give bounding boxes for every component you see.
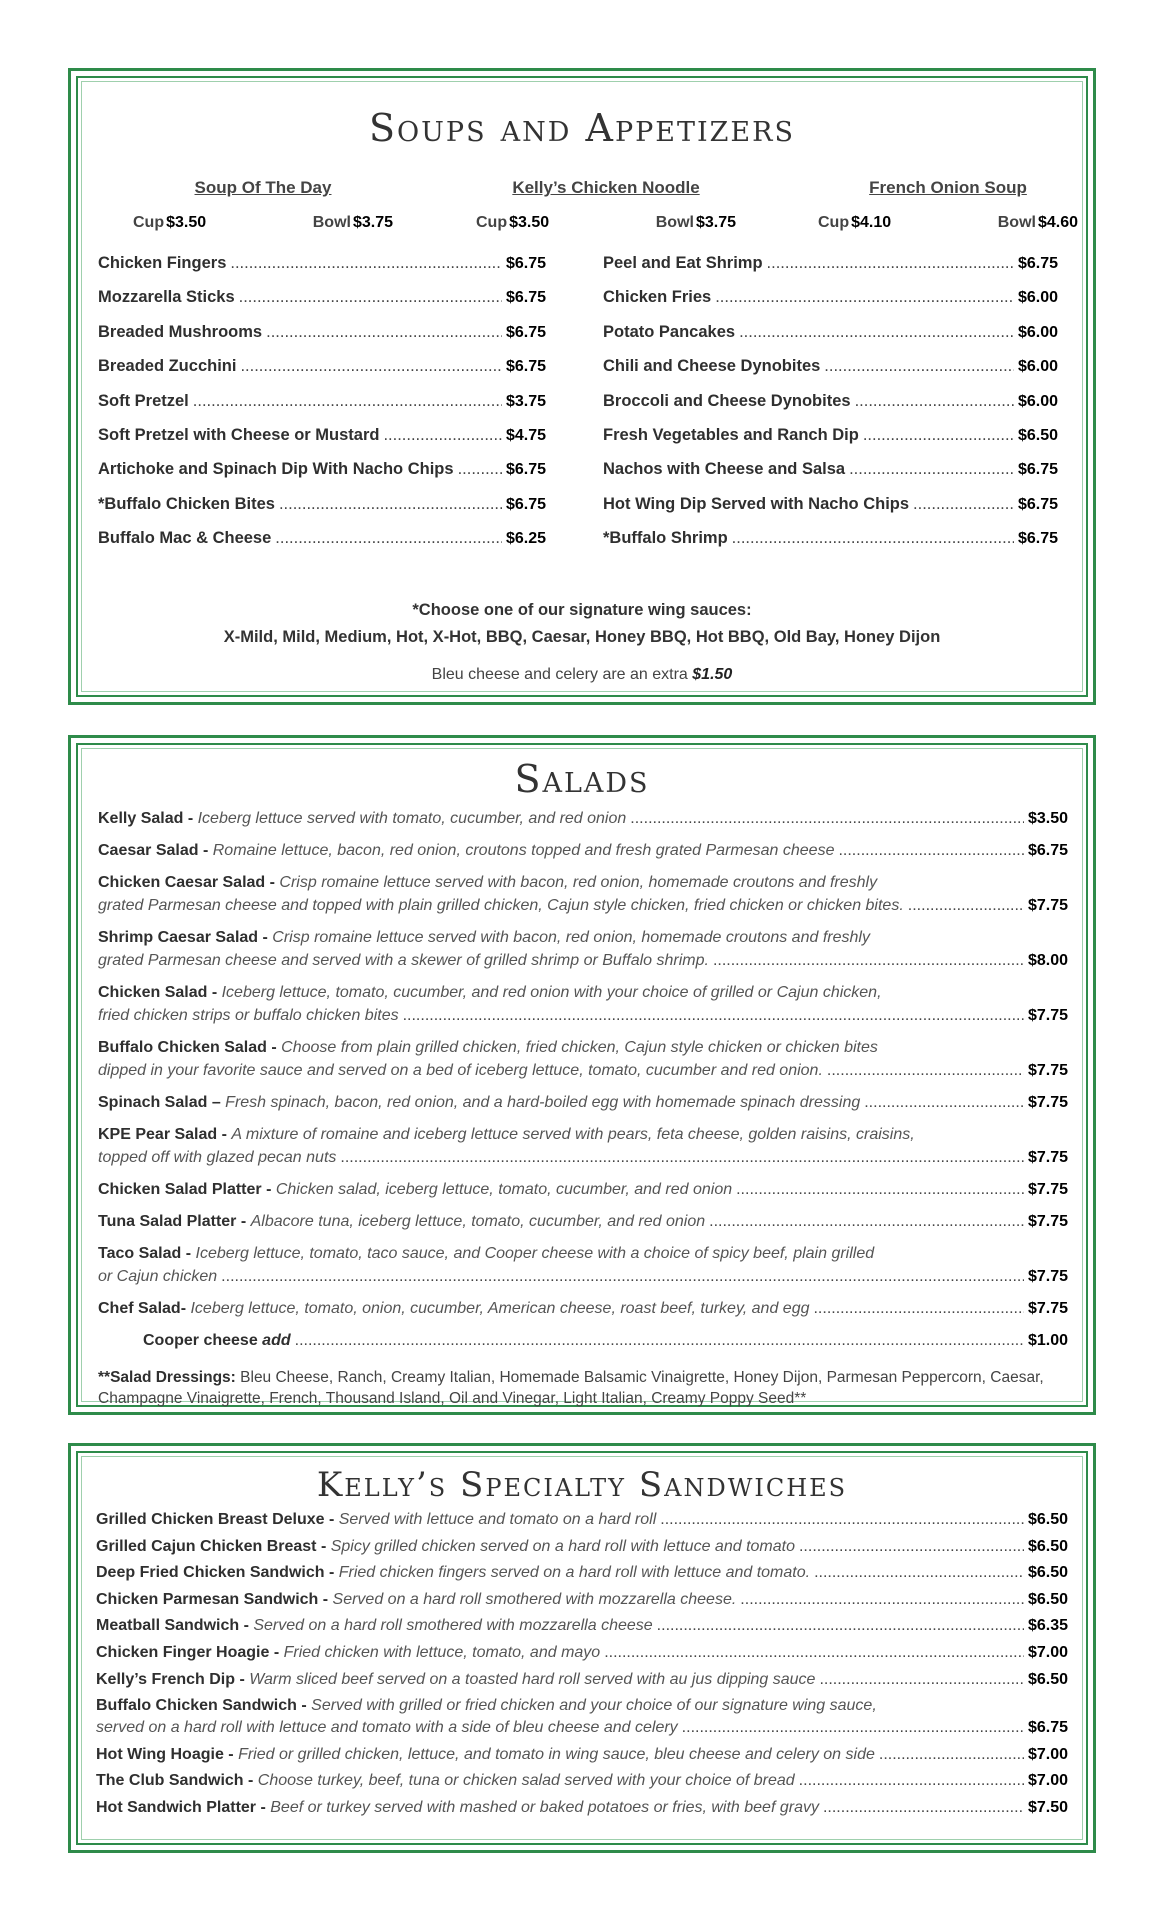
sandwiches-list (96, 1509, 1068, 1824)
item-description: grated Parmesan cheese and topped with plain grilled chicken, Cajun style chicken, fried chicken or chicken bites. (98, 897, 904, 914)
item-separator: - (261, 1181, 276, 1198)
bowl-price: $4.60 (1037, 214, 1078, 231)
salad-item (98, 1036, 1068, 1082)
item-price: $7.00 (1027, 1643, 1068, 1661)
leader-dots (827, 1059, 1024, 1082)
menu-item (603, 392, 1058, 426)
leader-dots (295, 1329, 1024, 1352)
leader-dots (239, 288, 502, 307)
item-price: $6.75 (1017, 461, 1058, 479)
item-price: $7.75 (1027, 1094, 1068, 1111)
leader-dots (630, 807, 1024, 830)
leader-dots (221, 1265, 1024, 1288)
leader-dots (275, 529, 502, 548)
soup-prices (476, 214, 736, 232)
item-description: Warm sliced beef served on a toasted hard roll served with au jus dipping sauce (249, 1670, 816, 1688)
item-price: $6.75 (505, 495, 546, 513)
leader-dots (819, 1669, 1024, 1691)
item-description: Fresh spinach, bacon, red onion, and a hard-boiled egg with homemade spinach dressing (225, 1094, 861, 1111)
leader-dots (657, 1615, 1024, 1637)
sandwich-item: Deep Fried Chicken Sandwich - Fried chicken fingers served on a hard roll with lettuce and tomato. ..... $6.50 (96, 1562, 1068, 1584)
item-name: Chili and Cheese Dynobites (603, 357, 821, 376)
addon-label: Cooper cheese (143, 1332, 258, 1349)
leader-dots (814, 1562, 1024, 1584)
leader-dots (913, 495, 1014, 514)
item-separator: - (217, 1126, 232, 1143)
item-name: Chicken Parmesan Sandwich (96, 1590, 319, 1608)
item-price: $6.50 (1027, 1511, 1068, 1528)
leader-dots (279, 495, 502, 514)
extra-note (78, 666, 1086, 684)
item-price: $6.50 (1027, 1537, 1068, 1555)
item-description: Iceberg lettuce served with tomato, cucumber, and red onion (197, 810, 627, 827)
item-price: $6.75 (1017, 530, 1058, 548)
item-price: $6.50 (1027, 1670, 1068, 1688)
sauce-list: X-Mild, Mild, Medium, Hot, X-Hot, BBQ, Caesar, Honey BBQ, Hot BBQ, Old Bay, Honey Dijon (223, 628, 941, 646)
leader-dots (604, 1642, 1024, 1664)
menu-item (603, 495, 1058, 529)
leader-dots (824, 357, 1014, 376)
leader-dots (682, 1717, 1024, 1739)
salad-item (98, 871, 1068, 917)
menu-item (98, 392, 546, 426)
salads-title: Salads (514, 757, 650, 801)
soup-item (476, 178, 736, 232)
item-description: Iceberg lettuce, tomato, onion, cucumber, American cheese, roast beef, turkey, and egg (190, 1300, 810, 1317)
item-name: KPE Pear Salad (98, 1126, 218, 1143)
item-description: Chicken salad, iceberg lettuce, tomato, cucumber, and red onion (275, 1181, 733, 1198)
item-name: Artichoke and Spinach Dip With Nacho Chips (98, 460, 454, 479)
menu-item (603, 323, 1058, 357)
dressings-text: Bleu Cheese, Ranch, Creamy Italian, Homemade Balsamic Vinaigrette, Honey Dijon, Parmesan Peppercorn, Caesar, Champagne Vinaigrette, French, Thousand Island, Oil and Vinegar, Light Italian, Creamy Poppy Seed** (98, 1369, 1044, 1407)
soup-item (133, 178, 393, 232)
soup-item (818, 178, 1078, 232)
bowl-label: Bowl (312, 214, 351, 231)
item-name: Soft Pretzel with Cheese or Mustard (98, 425, 380, 444)
item-name: Buffalo Chicken Salad (98, 1039, 267, 1056)
item-name: Tuna Salad Platter (98, 1213, 237, 1230)
item-name: *Buffalo Chicken Bites (98, 494, 275, 513)
sandwich-item: Grilled Cajun Chicken Breast - Spicy grilled chicken served on a hard roll with lettuce and tomato ..... $6.50 (96, 1536, 1068, 1558)
menu-item (603, 460, 1058, 494)
salad-item (98, 926, 1068, 972)
dressings-label: **Salad Dressings: (98, 1369, 236, 1386)
item-price: $7.75 (1027, 1149, 1068, 1166)
salad-item (98, 807, 1068, 830)
appetizers-right-column (603, 254, 1058, 564)
item-price: $6.00 (1017, 392, 1058, 410)
leader-dots (713, 949, 1024, 972)
salads-frame (76, 743, 1088, 1407)
leader-dots (403, 1004, 1024, 1027)
menu-item (603, 426, 1058, 460)
item-description: served on a hard roll with lettuce and tomato with a side of bleu cheese and celery (96, 1719, 678, 1737)
leader-dots (458, 460, 502, 479)
leader-dots (799, 1770, 1024, 1792)
leader-dots (739, 323, 1014, 342)
cup-price: $3.50 (509, 214, 550, 231)
bowl-label: Bowl (655, 214, 694, 231)
salad-item (98, 1297, 1068, 1320)
item-price: $7.75 (1027, 1062, 1068, 1079)
item-description-line1: Served with grilled or fried chicken and your choice of our signature wing sauce, (311, 1697, 877, 1715)
salads-list (98, 807, 1068, 1361)
leader-dots (340, 1146, 1024, 1169)
item-separator: - (207, 984, 222, 1001)
cooper-cheese-addon (98, 1329, 1068, 1352)
bowl-label: Bowl (997, 214, 1036, 231)
item-price: $6.00 (1017, 289, 1058, 307)
item-name: Grilled Chicken Breast Deluxe (96, 1511, 325, 1528)
menu-item (603, 357, 1058, 391)
salad-dressings (98, 1367, 1068, 1409)
sandwich-item: Hot Sandwich Platter - Beef or turkey served with mashed or baked potatoes or fries, with beef gravy ..... $7.50 (96, 1797, 1068, 1819)
item-separator: - (198, 842, 213, 859)
leader-dots (823, 1797, 1024, 1819)
salad-item (98, 1210, 1068, 1233)
item-name: Nachos with Cheese and Salsa (603, 460, 846, 479)
item-price: $6.00 (1017, 358, 1058, 376)
leader-dots (813, 1297, 1023, 1320)
sandwich-item: The Club Sandwich - Choose turkey, beef, tuna or chicken salad served with your choice of bread ..... $7.00 (96, 1770, 1068, 1792)
item-name: Mozzarella Sticks (98, 288, 235, 307)
item-name: Breaded Mushrooms (98, 322, 263, 341)
item-price: $6.50 (1017, 426, 1058, 444)
item-description: Choose turkey, beef, tuna or chicken salad served with your choice of bread (257, 1772, 795, 1790)
leader-dots (709, 1210, 1024, 1233)
item-separator: - (258, 929, 273, 946)
item-description: Served on a hard roll smothered with mozzarella cheese. (332, 1590, 737, 1608)
sandwich-item: Hot Wing Hoagie - Fried or grilled chicken, lettuce, and tomato in wing sauce, bleu cheese and celery on side ..... $7.00 (96, 1744, 1068, 1766)
item-name: Broccoli and Cheese Dynobites (603, 391, 851, 410)
item-separator: - (181, 1245, 196, 1262)
item-name: Chicken Salad (98, 984, 208, 1001)
item-name: Meatball Sandwich (96, 1617, 240, 1635)
item-name: Grilled Cajun Chicken Breast (96, 1537, 317, 1555)
item-separator: - (266, 1039, 282, 1056)
item-description: or Cajun chicken (98, 1268, 218, 1285)
item-price: $7.75 (1027, 1181, 1068, 1198)
item-description: fried chicken strips or buffalo chicken bites (98, 1007, 399, 1024)
leader-dots (230, 254, 502, 273)
item-name: Taco Salad (98, 1245, 182, 1262)
item-price: $6.75 (505, 358, 546, 376)
menu-item (603, 254, 1058, 288)
sandwich-item: Kelly’s French Dip - Warm sliced beef served on a toasted hard roll served with au jus dipping sauce ..... $6.50 (96, 1669, 1068, 1691)
soups-appetizers-frame (76, 76, 1088, 697)
item-name: Hot Wing Hoagie (96, 1745, 224, 1763)
item-separator: – (207, 1094, 226, 1111)
item-separator: - (183, 810, 198, 827)
cup-label: Cup (133, 214, 165, 231)
item-price: $6.00 (1017, 323, 1058, 341)
item-name: Chicken Finger Hoagie (96, 1643, 270, 1661)
item-name: Fresh Vegetables and Ranch Dip (603, 425, 859, 444)
leader-dots (266, 323, 502, 342)
leader-dots (740, 1589, 1024, 1611)
item-description-line1: Iceberg lettuce, tomato, taco sauce, and Cooper cheese with a choice of spicy beef, plain grilled (195, 1245, 875, 1262)
item-price: $6.75 (1017, 495, 1058, 513)
leader-dots (732, 529, 1014, 548)
cup-price: $4.10 (851, 214, 892, 231)
soup-prices (133, 214, 393, 232)
appetizers-left-column (98, 254, 546, 564)
cup-price: $3.50 (166, 214, 207, 231)
item-price: $8.00 (1027, 952, 1068, 969)
bowl-price: $3.75 (352, 214, 393, 231)
leader-dots (849, 460, 1014, 479)
item-description: Spicy grilled chicken served on a hard roll with lettuce and tomato (330, 1537, 795, 1555)
item-price: $7.00 (1027, 1745, 1068, 1763)
item-price: $7.75 (1027, 1268, 1068, 1285)
item-name: Chef Salad (98, 1300, 181, 1317)
item-separator: - (265, 874, 280, 891)
salads-panel (68, 735, 1096, 1415)
item-separator: - (236, 1213, 251, 1230)
item-description: dipped in your favorite sauce and served on a bed of iceberg lettuce, tomato, cucumber and red onion. (98, 1062, 823, 1079)
sandwich-item: Meatball Sandwich - Served on a hard roll smothered with mozzarella cheese ..... $6.35 (96, 1615, 1068, 1637)
item-description-line1: A mixture of romaine and iceberg lettuce served with pears, feta cheese, golden raisins, craisins, (231, 1126, 915, 1143)
salad-item (98, 839, 1068, 862)
item-description: grated Parmesan cheese and served with a skewer of grilled shrimp or Buffalo shrimp. (98, 952, 709, 969)
item-name: Buffalo Mac & Cheese (98, 529, 272, 548)
menu-item (98, 460, 546, 494)
item-name: Hot Wing Dip Served with Nacho Chips (603, 494, 910, 513)
leader-dots (383, 426, 501, 445)
item-price: $3.50 (1027, 810, 1068, 827)
item-name: Kelly Salad (98, 810, 184, 827)
item-name: Chicken Fries (603, 288, 712, 307)
item-description: Fried chicken fingers served on a hard roll with lettuce and tomato. (338, 1564, 811, 1582)
cup-label: Cup (476, 214, 508, 231)
leader-dots (908, 894, 1024, 917)
item-price: $6.75 (1027, 842, 1068, 859)
leader-dots (838, 839, 1023, 862)
item-name: Peel and Eat Shrimp (603, 254, 763, 272)
menu-item (603, 529, 1058, 563)
salad-item (98, 1242, 1068, 1288)
menu-item (98, 288, 546, 322)
addon-add: add (262, 1332, 291, 1349)
sandwich-item: Chicken Parmesan Sandwich - Served on a hard roll smothered with mozzarella cheese. ..... $6.50 (96, 1589, 1068, 1611)
item-name: Chicken Fingers (98, 254, 227, 272)
sauce-note: *Choose one of our signature wing sauces: (412, 601, 752, 619)
item-name: Spinach Salad (98, 1094, 208, 1111)
soup-name: Soup Of The Day (194, 178, 332, 197)
item-name: Buffalo Chicken Sandwich (96, 1697, 297, 1715)
menu-item (98, 495, 546, 529)
item-name: Breaded Zucchini (98, 357, 237, 376)
item-name: Chicken Caesar Salad (98, 874, 266, 891)
item-name: Deep Fried Chicken Sandwich (96, 1564, 325, 1582)
menu-item (98, 529, 546, 563)
soups-title: Soups and Appetizers (369, 106, 795, 150)
leader-dots (879, 1744, 1024, 1766)
salad-item (98, 1178, 1068, 1201)
cup-label: Cup (818, 214, 850, 231)
item-description: Fried chicken with lettuce, tomato, and mayo (283, 1643, 601, 1661)
leader-dots (193, 392, 502, 411)
item-price: $6.35 (1027, 1617, 1068, 1635)
item-description-line1: Iceberg lettuce, tomato, cucumber, and red onion with your choice of grilled or Cajun chicken, (221, 984, 882, 1001)
item-price: $4.75 (505, 426, 546, 444)
leader-dots (240, 357, 502, 376)
item-description-line1: Choose from plain grilled chicken, fried chicken, Cajun style chicken or chicken bites (281, 1039, 878, 1056)
item-name: The Club Sandwich (96, 1772, 244, 1790)
item-price: $6.25 (505, 530, 546, 548)
item-separator: - (180, 1300, 191, 1317)
item-name: Shrimp Caesar Salad (98, 929, 259, 946)
item-price: $6.75 (505, 461, 546, 479)
item-description: Fried or grilled chicken, lettuce, and tomato in wing sauce, bleu cheese and celery on side (238, 1745, 875, 1763)
salad-item (98, 1123, 1068, 1169)
item-name: *Buffalo Shrimp (603, 529, 728, 548)
salad-item (98, 981, 1068, 1027)
sandwich-item: Buffalo Chicken Sandwich - Served with grilled or fried chicken and your choice of our signature wing sauce, served on a hard roll with lettuce and tomato with a side of bleu cheese and celery ..... $6.75 (96, 1695, 1068, 1739)
item-price: $6.75 (1027, 1719, 1068, 1737)
item-price: $6.75 (505, 255, 546, 272)
menu-item (98, 426, 546, 460)
item-description: Beef or turkey served with mashed or baked potatoes or fries, with beef gravy (270, 1798, 819, 1816)
item-price: $7.75 (1027, 1007, 1068, 1024)
item-price: $6.50 (1027, 1564, 1068, 1582)
soup-name: Kelly’s Chicken Noodle (512, 178, 700, 197)
item-description: topped off with glazed pecan nuts (98, 1149, 337, 1166)
item-description: Served on a hard roll smothered with mozzarella cheese (253, 1617, 653, 1635)
extra-price: $1.50 (692, 666, 733, 683)
soups-appetizers-panel (68, 68, 1096, 705)
item-price: $7.75 (1027, 1213, 1068, 1230)
leader-dots (863, 426, 1014, 445)
leader-dots (864, 1091, 1024, 1114)
item-price: $3.75 (505, 392, 546, 410)
sandwich-item: Grilled Chicken Breast Deluxe - Served with lettuce and tomato on a hard roll ..... $6.50 (96, 1509, 1068, 1531)
soup-prices (818, 214, 1078, 232)
menu-item (98, 357, 546, 391)
item-description: Romaine lettuce, bacon, red onion, croutons topped and fresh grated Parmesan cheese (212, 842, 835, 859)
menu-item (603, 288, 1058, 322)
item-price: $6.75 (505, 289, 546, 307)
item-name: Hot Sandwich Platter (96, 1798, 257, 1816)
item-price: $7.75 (1027, 897, 1068, 914)
item-name: Soft Pretzel (98, 391, 189, 410)
item-name: Potato Pancakes (603, 322, 736, 341)
item-price: $6.50 (1027, 1590, 1068, 1608)
sandwiches-panel (68, 1443, 1096, 1853)
item-name: Kelly’s French Dip (96, 1670, 235, 1688)
item-price: $6.75 (505, 323, 546, 341)
leader-dots (799, 1536, 1024, 1558)
item-name: Caesar Salad (98, 842, 199, 859)
addon-price: $1.00 (1027, 1332, 1068, 1349)
item-price: $7.50 (1027, 1798, 1068, 1816)
leader-dots (736, 1178, 1024, 1201)
item-price: $7.75 (1027, 1300, 1068, 1317)
soup-name: French Onion Soup (869, 178, 1027, 197)
item-description: Served with lettuce and tomato on a hard roll (338, 1511, 657, 1528)
item-description-line1: Crisp romaine lettuce served with bacon, red onion, homemade croutons and freshly (272, 929, 870, 946)
item-name: Chicken Salad Platter (98, 1181, 262, 1198)
menu-item (98, 323, 546, 357)
item-price: $7.00 (1027, 1772, 1068, 1790)
extra-note-text: Bleu cheese and celery are an extra (431, 666, 688, 683)
item-description: Albacore tuna, iceberg lettuce, tomato, cucumber, and red onion (250, 1213, 706, 1230)
item-description-line1: Crisp romaine lettuce served with bacon, red onion, homemade croutons and freshly (279, 874, 878, 891)
leader-dots (855, 392, 1014, 411)
menu-item (98, 254, 546, 288)
leader-dots (767, 254, 1014, 273)
sandwich-item: Chicken Finger Hoagie - Fried chicken with lettuce, tomato, and mayo ..... $7.00 (96, 1642, 1068, 1664)
item-price: $6.75 (1017, 255, 1058, 272)
sandwiches-frame (76, 1451, 1088, 1845)
bowl-price: $3.75 (695, 214, 736, 231)
sandwiches-title: Kelly’s Specialty Sandwiches (316, 1465, 848, 1505)
salad-item (98, 1091, 1068, 1114)
leader-dots (660, 1509, 1024, 1531)
leader-dots (715, 288, 1014, 307)
